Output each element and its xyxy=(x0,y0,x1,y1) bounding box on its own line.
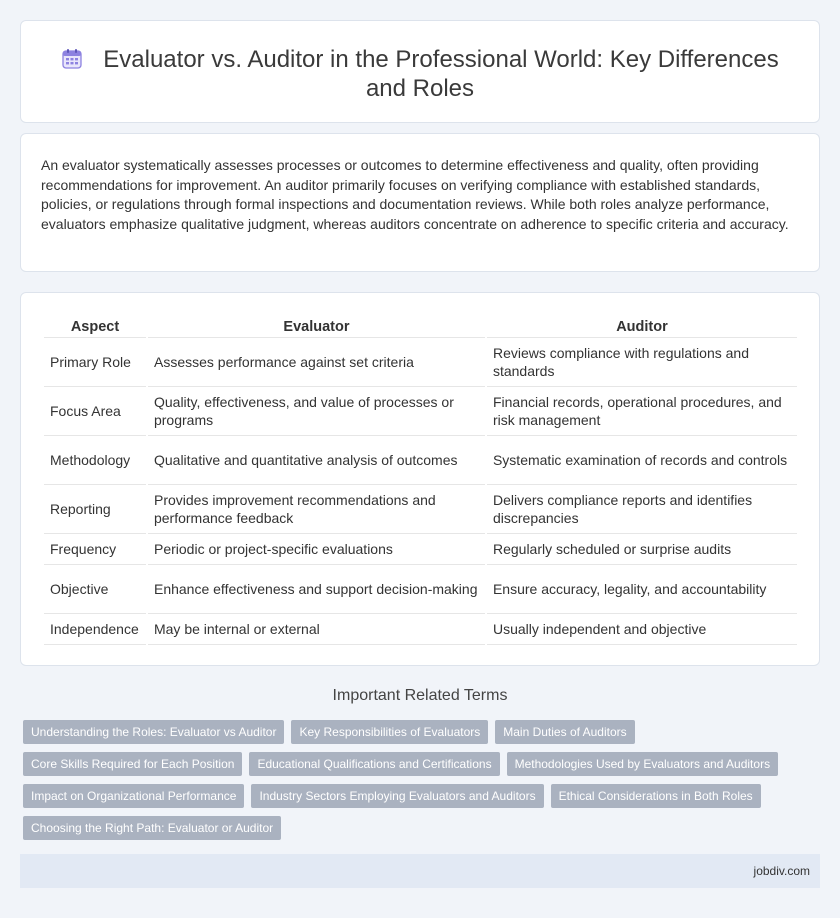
table-row xyxy=(44,436,797,485)
footer xyxy=(20,854,820,888)
intro-card xyxy=(20,133,820,272)
auditor-cell: Ensure accuracy, legality, and accountability xyxy=(487,565,797,614)
related-term-tag[interactable]: Key Responsibilities of Evaluators xyxy=(291,720,488,744)
auditor-cell: Regularly scheduled or surprise audits xyxy=(487,534,797,565)
related-term-tag[interactable]: Understanding the Roles: Evaluator vs Auditor xyxy=(23,720,284,744)
related-term-tag[interactable]: Industry Sectors Employing Evaluators and Auditors xyxy=(251,784,543,808)
header-evaluator: Evaluator xyxy=(148,316,485,338)
intro-paragraph: An evaluator systematically assesses processes or outcomes to determine effectiveness and quality, often providing recommendations for improvement. An auditor primarily focuses on verifying compliance with established standards, policies, or regulations through formal inspections and documentation reviews. While both roles analyze performance, evaluators emphasize qualitative judgment, whereas auditors concentrate on adherence to specific criteria and accuracy. xyxy=(41,157,789,232)
auditor-cell: Reviews compliance with regulations and standards xyxy=(487,338,797,387)
comparison-table xyxy=(42,316,799,645)
table-row xyxy=(44,387,797,436)
table-row xyxy=(44,614,797,645)
related-terms-title: Important Related Terms xyxy=(332,687,508,704)
evaluator-cell: Enhance effectiveness and support decision-making xyxy=(148,565,485,614)
comparison-table-card xyxy=(20,292,820,666)
related-terms-list xyxy=(23,720,803,840)
page-title xyxy=(61,45,779,103)
related-term-tag[interactable]: Impact on Organizational Performance xyxy=(23,784,244,808)
aspect-cell: Primary Role xyxy=(44,338,146,387)
auditor-cell: Financial records, operational procedures, and risk management xyxy=(487,387,797,436)
table-header-row xyxy=(44,316,797,338)
header-aspect: Aspect xyxy=(44,316,146,338)
aspect-cell: Independence xyxy=(44,614,146,645)
table-row xyxy=(44,338,797,387)
title-wrap xyxy=(61,45,779,103)
aspect-cell: Reporting xyxy=(44,485,146,534)
auditor-cell: Usually independent and objective xyxy=(487,614,797,645)
aspect-cell: Objective xyxy=(44,565,146,614)
table-row xyxy=(44,565,797,614)
evaluator-cell: Periodic or project-specific evaluations xyxy=(148,534,485,565)
header-card xyxy=(20,20,820,123)
header-auditor: Auditor xyxy=(487,316,797,338)
related-term-tag[interactable]: Choosing the Right Path: Evaluator or Auditor xyxy=(23,816,281,840)
aspect-cell: Frequency xyxy=(44,534,146,565)
related-term-tag[interactable]: Educational Qualifications and Certifications xyxy=(249,752,499,776)
aspect-cell: Focus Area xyxy=(44,387,146,436)
footer-site-link[interactable]: jobdiv.com xyxy=(753,864,810,878)
evaluator-cell: Qualitative and quantitative analysis of outcomes xyxy=(148,436,485,485)
table-row xyxy=(44,534,797,565)
evaluator-cell: Assesses performance against set criteria xyxy=(148,338,485,387)
aspect-cell: Methodology xyxy=(44,436,146,485)
evaluator-cell: May be internal or external xyxy=(148,614,485,645)
auditor-cell: Systematic examination of records and controls xyxy=(487,436,797,485)
related-term-tag[interactable]: Methodologies Used by Evaluators and Auditors xyxy=(507,752,779,776)
page-title-text: Evaluator vs. Auditor in the Professional World: Key Differences and Roles xyxy=(103,46,779,102)
auditor-cell: Delivers compliance reports and identifies discrepancies xyxy=(487,485,797,534)
related-term-tag[interactable]: Main Duties of Auditors xyxy=(495,720,634,744)
evaluator-cell: Provides improvement recommendations and performance feedback xyxy=(148,485,485,534)
calendar-grid-icon xyxy=(61,48,83,70)
table-row xyxy=(44,485,797,534)
evaluator-cell: Quality, effectiveness, and value of processes or programs xyxy=(148,387,485,436)
related-term-tag[interactable]: Core Skills Required for Each Position xyxy=(23,752,242,776)
related-term-tag[interactable]: Ethical Considerations in Both Roles xyxy=(551,784,761,808)
